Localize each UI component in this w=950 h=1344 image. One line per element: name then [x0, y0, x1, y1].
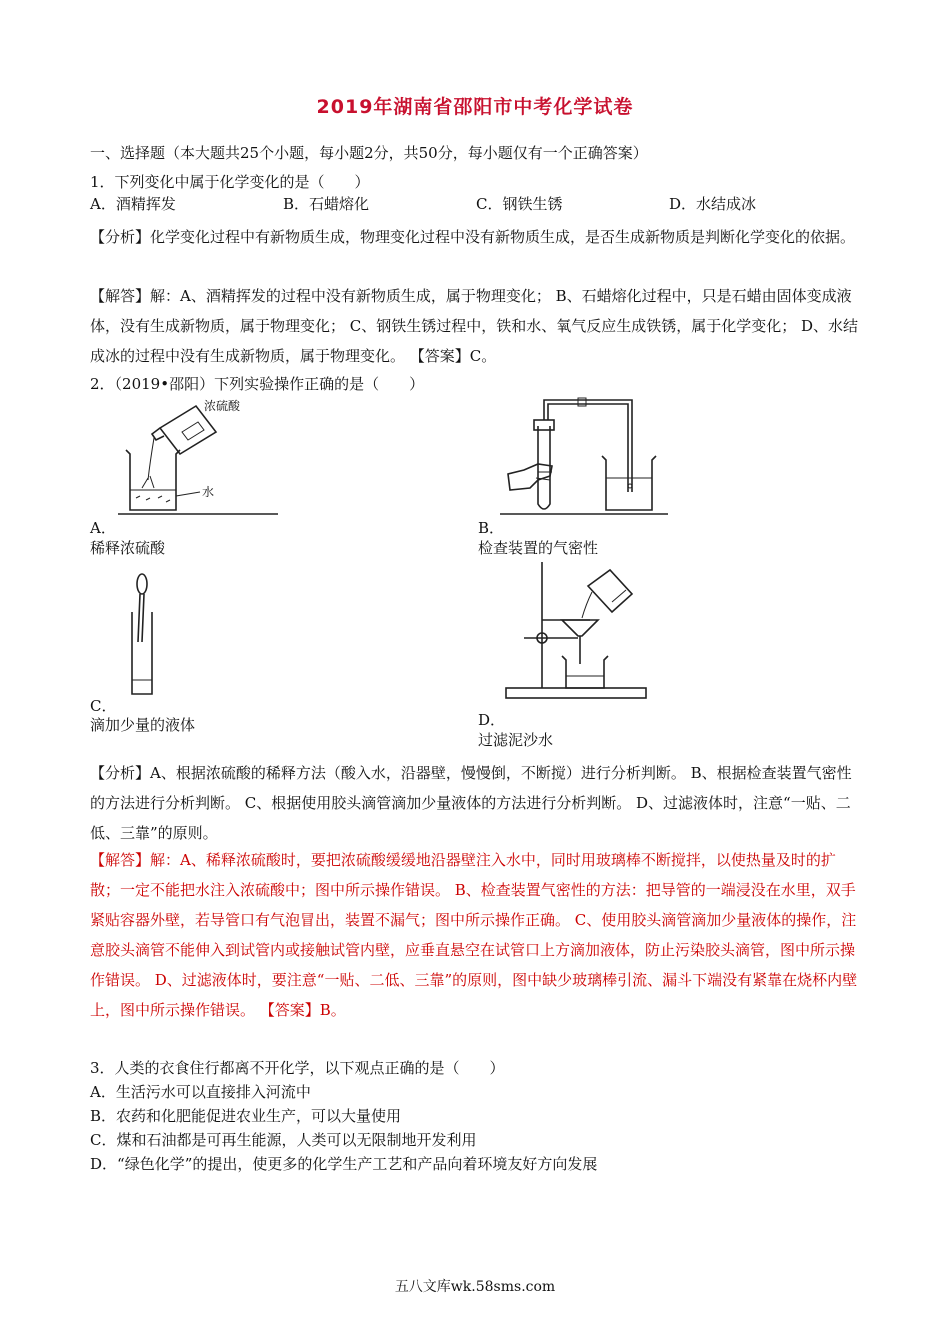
- beaker-d-icon: [562, 656, 608, 688]
- figure-a-caption: 稀释浓硫酸: [90, 539, 166, 557]
- q2-stem: 2．（2019•邵阳）下列实验操作正确的是（ ）: [90, 375, 425, 393]
- q2-analysis: 【分析】A、根据浓硫酸的稀释方法（酸入水，沿器壁，慢慢倒，不断搅）进行分析判断。 B、根据检查装置气密性的方法进行分析判断。 C、根据使用胶头滴管滴加少量液体的方法进行分析判断。 D、过滤液体时，注意“一贴、二低、三靠”的原则。: [90, 764, 852, 842]
- ring-stand-icon: [506, 562, 646, 698]
- q1-option-a: A．酒精挥发: [90, 195, 176, 213]
- q3-stem: 3．人类的衣食住行都离不开化学，以下观点正确的是（ ）: [90, 1059, 505, 1077]
- figure-a-label-water: 水: [202, 485, 215, 499]
- page-footer: 五八文库wk.58sms.com: [394, 1279, 556, 1295]
- pouring-beaker-icon: [582, 570, 632, 618]
- figure-c-letter: C．: [90, 697, 117, 715]
- acid-bottle-icon: [152, 406, 216, 454]
- figure-b-caption: 检查装置的气密性: [478, 539, 599, 557]
- dropper-icon: [137, 574, 147, 642]
- page-title: 2019年湖南省邵阳市中考化学试卷: [316, 96, 634, 118]
- q1-answer: 【解答】解：A、酒精挥发的过程中没有新物质生成，属于物理变化； B、石蜡熔化过程中，只是石蜡由固体变成液体，没有生成新物质，属于物理变化； C、钢铁生锈过程中，铁和水、氧气反应生成铁锈，属于化学变化； D、水结成冰的过程中没有生成新物质，属于物理变化。 【答案】C。: [90, 287, 859, 365]
- hand-icon: [508, 464, 552, 490]
- q3-option-b: B．农药和化肥能促进农业生产，可以大量使用: [90, 1107, 402, 1125]
- q1-stem: 1．下列变化中属于化学变化的是（ ）: [90, 173, 370, 191]
- beaker-b-icon: [602, 456, 656, 510]
- funnel-icon: [562, 620, 598, 664]
- figure-a-label-acid: 浓硫酸: [204, 399, 241, 413]
- q3-option-a: A．生活污水可以直接排入河流中: [90, 1083, 311, 1101]
- beaker-a-icon: [126, 450, 180, 510]
- q1-option-b: B．石蜡熔化: [283, 195, 370, 213]
- figure-d-letter: D．: [478, 711, 506, 729]
- q1-option-d: D．水结成冰: [669, 195, 757, 213]
- section-heading: 一、选择题（本大题共25个小题，每小题2分，共50分，每小题仅有一个正确答案）: [90, 144, 648, 162]
- figure-a-dilute-acid: [118, 392, 288, 522]
- figure-d-filtration: [500, 556, 670, 706]
- figure-b-letter: B．: [478, 519, 505, 537]
- q2-answer: 【解答】解：A、稀释浓硫酸时，要把浓硫酸缓缓地沿器壁注入水中，同时用玻璃棒不断搅拌，以使热量及时的扩散；一定不能把水注入浓硫酸中；图中所示操作错误。 B、检查装置气密性的方法：把导管的一端浸没在水里，双手紧贴容器外壁，若导管口有气泡冒出，装置不漏气；图中所示操作正确。 C、使用胶头滴管滴加少量液体的操作，注意胶头滴管不能伸入到试管内或接触试管内壁，应垂直悬空在试管口上方滴加液体，防止污染胶头滴管，图中所示操作错误。 D、过滤液体时，要注意“一贴、二低、三靠”的原则，图中缺少玻璃棒引流、漏斗下端没有紧靠在烧杯内壁上，图中所示操作错误。 【答案】B。: [90, 851, 858, 1019]
- q3-option-d: D．“绿色化学”的提出，使更多的化学生产工艺和产品向着环境友好方向发展: [90, 1155, 598, 1173]
- figure-d-caption: 过滤泥沙水: [478, 731, 554, 749]
- figure-c-dropper: [118, 570, 178, 700]
- q1-analysis: 【分析】化学变化过程中有新物质生成，物理变化过程中没有新物质生成，是否生成新物质是判断化学变化的依据。: [90, 228, 856, 246]
- q3-option-c: C．煤和石油都是可再生能源，人类可以无限制地开发利用: [90, 1131, 477, 1149]
- figure-a-letter: A．: [90, 519, 116, 537]
- figure-c-caption: 滴加少量的液体: [90, 716, 196, 734]
- figure-b-airtightness: [500, 392, 670, 522]
- q1-option-c: C．钢铁生锈: [476, 195, 563, 213]
